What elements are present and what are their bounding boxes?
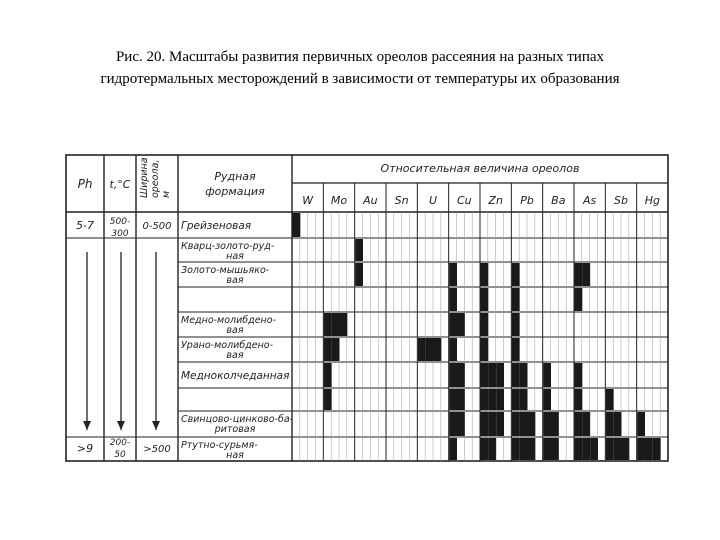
halo-fill-Cu xyxy=(457,363,465,387)
halo-fill-As xyxy=(575,363,583,387)
ph-bottom-value: >9 xyxy=(76,442,94,455)
halo-fill-Ba xyxy=(551,412,559,436)
halo-fill-Mo xyxy=(324,338,332,361)
header-temperature: t,°C xyxy=(109,178,131,191)
halo-fill-Ba xyxy=(543,389,551,410)
temperature-arrow-head xyxy=(117,421,125,430)
halo-fill-Pb xyxy=(520,438,528,460)
halo-fill-Pb xyxy=(520,363,528,387)
halo-fill-Mo xyxy=(332,313,340,336)
halo-fill-Ba xyxy=(551,438,559,460)
halo-fill-W xyxy=(293,213,301,237)
halo-fill-Zn xyxy=(488,389,496,410)
temp-bottom-value: 200- xyxy=(109,438,131,448)
element-label-U: U xyxy=(428,194,438,207)
halo-fill-Ba xyxy=(543,438,551,460)
formation-label: ритовая xyxy=(214,424,256,435)
halo-fill-Pb xyxy=(528,412,536,436)
halo-fill-Cu xyxy=(449,288,457,311)
halo-fill-Zn xyxy=(496,389,504,410)
element-label-As: As xyxy=(583,194,597,207)
halo-fill-Pb xyxy=(512,438,520,460)
halo-fill-Sb xyxy=(622,438,630,460)
formation-label: Кварц-золото-руд- xyxy=(181,241,275,252)
halo-fill-Mo xyxy=(324,389,332,410)
halo-fill-Pb xyxy=(512,389,520,410)
formation-label: ная xyxy=(226,251,244,262)
halo-fill-Hg xyxy=(653,438,661,460)
halo-fill-Pb xyxy=(520,389,528,410)
element-label-Sb: Sb xyxy=(614,194,628,207)
ph-arrow-head xyxy=(83,421,91,430)
halo-fill-Zn xyxy=(481,263,489,286)
halo-fill-Sb xyxy=(614,412,622,436)
halo-fill-Mo xyxy=(332,338,340,361)
halo-fill-As xyxy=(575,288,583,311)
header-ph: Ph xyxy=(77,177,93,191)
header-width-line: ореола, xyxy=(150,159,161,198)
element-label-Ba: Ba xyxy=(551,194,566,207)
formation-label: Ртутно-сурьмя- xyxy=(181,440,258,451)
formation-label: вая xyxy=(226,350,244,361)
halo-fill-As xyxy=(590,438,598,460)
halo-fill-Pb xyxy=(528,438,536,460)
halo-fill-Cu xyxy=(449,313,457,336)
element-label-Sn: Sn xyxy=(394,194,409,207)
halo-fill-Pb xyxy=(512,412,520,436)
halo-fill-Cu xyxy=(449,389,457,410)
element-label-Zn: Zn xyxy=(488,194,503,207)
element-label-Au: Au xyxy=(363,194,378,207)
element-label-Hg: Hg xyxy=(644,194,660,207)
halo-fill-Cu xyxy=(449,438,457,460)
halo-fill-Sb xyxy=(614,438,622,460)
halo-fill-Ba xyxy=(543,412,551,436)
halo-fill-Zn xyxy=(481,389,489,410)
ph-top-value: 5-7 xyxy=(76,219,94,232)
halo-fill-Au xyxy=(355,263,363,286)
element-label-Cu: Cu xyxy=(457,194,472,207)
temp-top-value: 500- xyxy=(109,217,131,227)
halo-fill-Sb xyxy=(606,412,614,436)
element-label-W: W xyxy=(302,194,314,207)
halo-fill-Hg xyxy=(637,412,645,436)
halo-fill-Cu xyxy=(449,263,457,286)
halo-fill-Mo xyxy=(324,363,332,387)
halo-fill-Mo xyxy=(340,313,348,336)
halo-fill-Zn xyxy=(488,363,496,387)
halo-fill-Zn xyxy=(496,412,504,436)
formation-label: вая xyxy=(226,325,244,336)
header-width-line: м xyxy=(161,190,172,198)
halo-fill-As xyxy=(575,263,583,286)
header-formation-line: Рудная xyxy=(214,170,256,183)
halo-fill-Mo xyxy=(324,313,332,336)
halo-fill-Zn xyxy=(481,338,489,361)
halo-fill-Cu xyxy=(457,313,465,336)
halo-fill-As xyxy=(582,438,590,460)
halo-fill-Pb xyxy=(512,363,520,387)
formation-label: Золото-мышьяко- xyxy=(181,265,270,276)
formation-label: Свинцово-цинково-ба- xyxy=(181,414,294,425)
halo-fill-Cu xyxy=(457,389,465,410)
temp-bottom-value: 50 xyxy=(114,450,126,460)
header-halo-width xyxy=(139,157,172,198)
halo-fill-Cu xyxy=(449,338,457,361)
halo-fill-Zn xyxy=(488,412,496,436)
header-relative-size: Относительная величина ореолов xyxy=(380,162,580,175)
halo-fill-Zn xyxy=(481,288,489,311)
halo-fill-As xyxy=(582,412,590,436)
halo-fill-Zn xyxy=(481,412,489,436)
halo-fill-As xyxy=(582,263,590,286)
halo-fill-Sb xyxy=(606,438,614,460)
temp-top-value: 300 xyxy=(111,229,129,239)
caption-line-2: гидротермальных месторождений в зависимости от температуры их образования xyxy=(100,71,620,87)
halo-fill-Zn xyxy=(481,313,489,336)
halo-fill-As xyxy=(575,438,583,460)
halo-fill-Cu xyxy=(449,412,457,436)
width-top-value: 0-500 xyxy=(142,221,172,232)
halo-fill-Zn xyxy=(488,438,496,460)
formation-label: Медноколчеданная xyxy=(181,370,290,382)
table-text xyxy=(76,157,660,461)
halo-fill-Pb xyxy=(512,288,520,311)
formation-label: вая xyxy=(226,275,244,286)
width-bottom-value: >500 xyxy=(143,444,171,455)
halo-fill-Pb xyxy=(512,338,520,361)
halo-fill-As xyxy=(575,389,583,410)
halo-fill-Hg xyxy=(637,438,645,460)
formation-label: Медно-молибдено- xyxy=(181,315,277,326)
formation-label: ная xyxy=(226,450,244,461)
halo-fill-U xyxy=(426,338,434,361)
halo-fill-Sb xyxy=(606,389,614,410)
caption-line-1: Рис. 20. Масштабы развития первичных ореолов рассеяния на разных типах xyxy=(115,49,605,65)
halo-fill-U xyxy=(434,338,442,361)
width-arrow-head xyxy=(152,421,160,430)
element-label-Mo: Mo xyxy=(330,194,348,207)
halo-fill-Pb xyxy=(512,263,520,286)
halo-fill-Pb xyxy=(520,412,528,436)
halo-fill-As xyxy=(575,412,583,436)
element-label-Pb: Pb xyxy=(520,194,534,207)
halo-fill-Ba xyxy=(543,363,551,387)
header-formation-line: формация xyxy=(205,185,265,198)
halo-fill-Cu xyxy=(457,412,465,436)
halo-fill-Cu xyxy=(449,363,457,387)
halo-fill-Zn xyxy=(481,363,489,387)
halo-fill-Zn xyxy=(481,438,489,460)
halo-fill-Au xyxy=(355,239,363,261)
formation-label: Урано-молибдено- xyxy=(181,340,274,351)
header-width-line: Ширина xyxy=(139,157,150,198)
halo-fill-Hg xyxy=(645,438,653,460)
formation-label: Грейзеновая xyxy=(181,220,252,232)
halo-fill-Pb xyxy=(512,313,520,336)
halo-fill-Zn xyxy=(496,363,504,387)
halo-fill-U xyxy=(418,338,426,361)
